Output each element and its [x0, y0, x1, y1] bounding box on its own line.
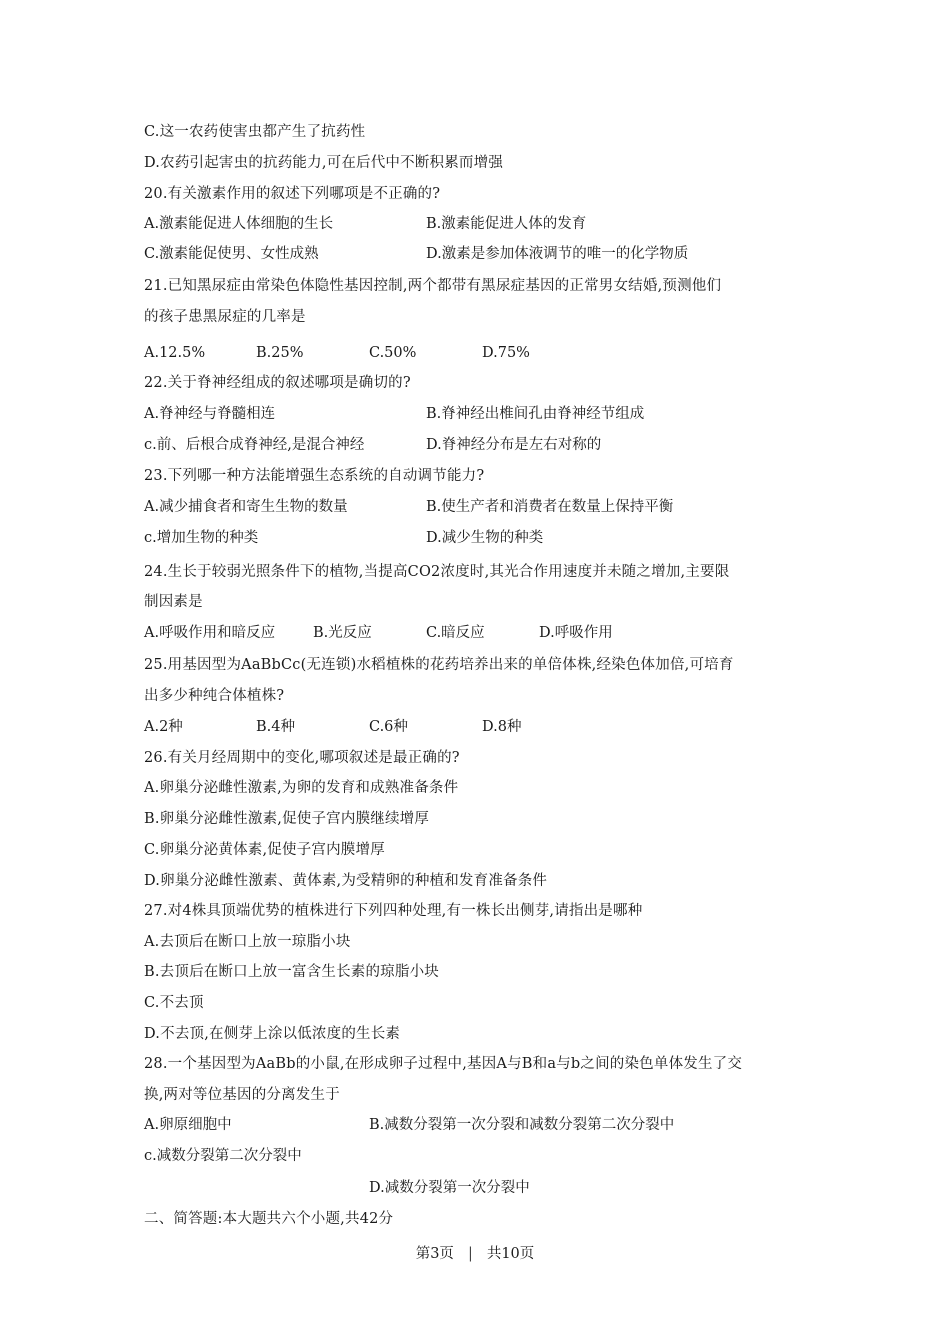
- q23-option-b: B.使生产者和消费者在数量上保持平衡: [426, 499, 674, 515]
- q21-option-c: C.50%: [369, 345, 417, 361]
- q19-option-d: D.农药引起害虫的抗药能力,可在后代中不断积累而增强: [144, 155, 504, 171]
- q25-option-d: D.8种: [482, 719, 522, 735]
- q22-stem: 22.关于脊神经组成的叙述哪项是确切的?: [144, 375, 411, 391]
- q24-stem-line1: 24.生长于较弱光照条件下的植物,当提高CO2浓度时,其光合作用速度并未随之增加,主要限: [144, 564, 730, 580]
- q23-option-a: A.减少捕食者和寄生生物的数量: [144, 499, 348, 515]
- q28-option-a: A.卵原细胞中: [144, 1117, 232, 1133]
- q26-option-c: C.卵巢分泌黄体素,促使子宫内膜增厚: [144, 842, 385, 858]
- q20-option-a: A.激素能促进人体细胞的生长: [144, 216, 334, 232]
- q23-stem: 23.下列哪一种方法能增强生态系统的自动调节能力?: [144, 468, 485, 484]
- page-total: 共10页: [486, 1246, 535, 1262]
- page-number: 第3页: [415, 1246, 454, 1262]
- q20-option-c: C.激素能促使男、女性成熟: [144, 246, 319, 262]
- page-footer: [0, 1244, 950, 1264]
- q22-option-a: A.脊神经与脊髓相连: [144, 406, 276, 422]
- q21-option-d: D.75%: [482, 345, 530, 361]
- q20-option-d: D.激素是参加体液调节的唯一的化学物质: [426, 246, 689, 262]
- q21-option-b: B.25%: [256, 345, 304, 361]
- q27-option-a: A.去顶后在断口上放一琼脂小块: [144, 934, 351, 950]
- q27-option-b: B.去顶后在断口上放一富含生长素的琼脂小块: [144, 964, 439, 980]
- q22-option-c: c.前、后根合成脊神经,是混合神经: [144, 437, 365, 453]
- q28-option-c: c.减数分裂第二次分裂中: [144, 1148, 302, 1164]
- q23-option-d: D.减少生物的种类: [426, 530, 544, 546]
- q23-option-c: c.增加生物的种类: [144, 530, 259, 546]
- q25-stem-line2: 出多少种纯合体植株?: [144, 688, 285, 704]
- q24-option-b: B.光反应: [313, 625, 372, 641]
- q28-stem-line1: 28.一个基因型为AaBb的小鼠,在形成卵子过程中,基因A与B和a与b之间的染色单体发生了交: [144, 1056, 743, 1072]
- q20-stem: 20.有关激素作用的叙述下列哪项是不正确的?: [144, 186, 441, 202]
- q27-stem: 27.对4株具顶端优势的植株进行下列四种处理,有一株长出侧芽,请指出是哪种: [144, 903, 643, 919]
- q21-stem-line2: 的孩子患黑尿症的几率是: [144, 309, 306, 325]
- q24-stem-line2: 制因素是: [144, 594, 203, 610]
- q24-option-d: D.呼吸作用: [539, 625, 613, 641]
- q24-option-a: A.呼吸作用和暗反应: [144, 625, 276, 641]
- q22-option-d: D.脊神经分布是左右对称的: [426, 437, 602, 453]
- q22-option-b: B.脊神经出椎间孔由脊神经节组成: [426, 406, 645, 422]
- q20-option-b: B.激素能促进人体的发育: [426, 216, 587, 232]
- q26-option-a: A.卵巢分泌雌性激素,为卵的发育和成熟准备条件: [144, 780, 459, 796]
- q26-option-b: B.卵巢分泌雌性激素,促使子宫内膜继续增厚: [144, 811, 430, 827]
- q21-stem-line1: 21.已知黑尿症由常染色体隐性基因控制,两个都带有黑尿症基因的正常男女结婚,预测他们: [144, 278, 722, 294]
- q25-option-a: A.2种: [144, 719, 183, 735]
- q28-stem-line2: 换,两对等位基因的分离发生于: [144, 1087, 340, 1103]
- q25-stem-line1: 25.用基因型为AaBbCc(无连锁)水稻植株的花药培养出来的单倍体株,经染色体加倍,可培育: [144, 657, 734, 673]
- footer-separator: |: [467, 1246, 473, 1262]
- q24-option-c: C.暗反应: [426, 625, 485, 641]
- q21-option-a: A.12.5%: [144, 345, 206, 361]
- q25-option-b: B.4种: [256, 719, 295, 735]
- section-2-heading: 二、简答题:本大题共六个小题,共42分: [144, 1211, 394, 1227]
- q28-option-d: D.减数分裂第一次分裂中: [369, 1180, 530, 1196]
- q25-option-c: C.6种: [369, 719, 408, 735]
- q19-option-c: C.这一农药使害虫都产生了抗药性: [144, 124, 366, 140]
- q27-option-c: C.不去顶: [144, 995, 204, 1011]
- q28-option-b: B.减数分裂第一次分裂和减数分裂第二次分裂中: [369, 1117, 675, 1133]
- q26-stem: 26.有关月经周期中的变化,哪项叙述是最正确的?: [144, 750, 460, 766]
- q26-option-d: D.卵巢分泌雌性激素、黄体素,为受精卵的种植和发育准备条件: [144, 873, 548, 889]
- q27-option-d: D.不去顶,在侧芽上涂以低浓度的生长素: [144, 1026, 401, 1042]
